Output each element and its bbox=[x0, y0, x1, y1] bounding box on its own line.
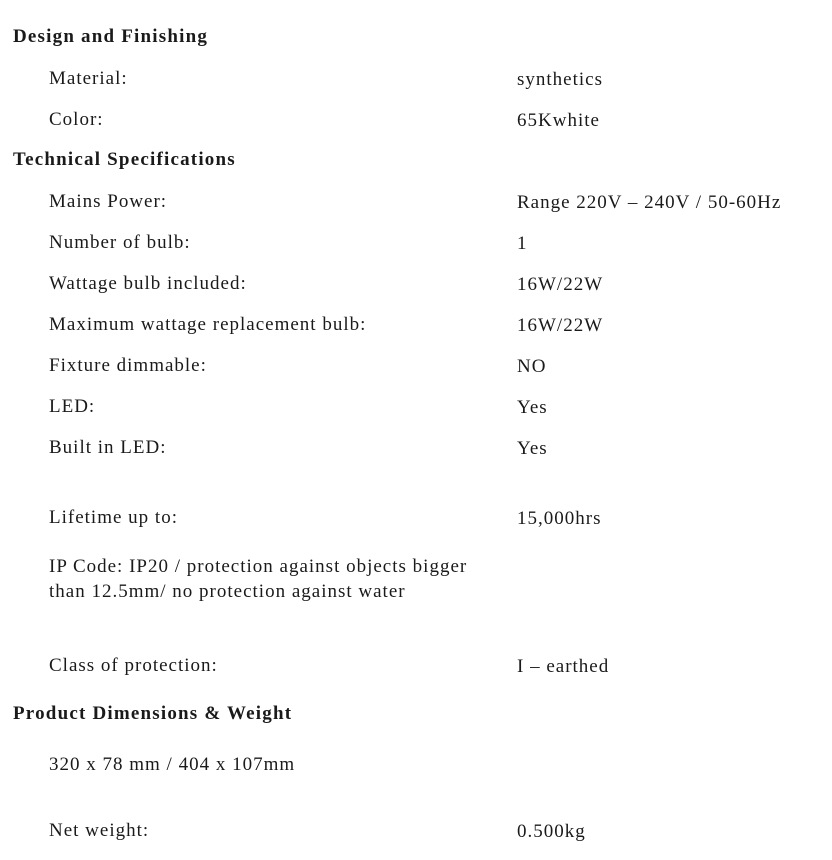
fixture-dimmable-value: NO bbox=[517, 356, 547, 377]
wattage-included-label: Wattage bulb included: bbox=[49, 273, 247, 294]
led-label: LED: bbox=[49, 396, 96, 417]
mains-power-label: Mains Power: bbox=[49, 191, 168, 212]
color-value: 65Kwhite bbox=[517, 110, 600, 131]
wattage-included-value: 16W/22W bbox=[517, 274, 604, 295]
dimensions-label: 320 x 78 mm / 404 x 107mm bbox=[49, 754, 296, 775]
built-in-led-label: Built in LED: bbox=[49, 437, 167, 458]
section-heading-design: Design and Finishing bbox=[13, 26, 209, 47]
fixture-dimmable-label: Fixture dimmable: bbox=[49, 355, 207, 376]
class-of-protection-label: Class of protection: bbox=[49, 655, 218, 676]
number-of-bulb-label: Number of bulb: bbox=[49, 232, 191, 253]
mains-power-value: Range 220V – 240V / 50-60Hz bbox=[517, 192, 782, 213]
section-heading-dimensions: Product Dimensions & Weight bbox=[13, 703, 293, 724]
built-in-led-value: Yes bbox=[517, 438, 548, 459]
lifetime-label: Lifetime up to: bbox=[49, 507, 178, 528]
max-wattage-value: 16W/22W bbox=[517, 315, 604, 336]
color-label: Color: bbox=[49, 109, 104, 130]
ip-code-label: IP Code: IP20 / protection against objects bigger than 12.5mm/ no protection against water bbox=[49, 556, 468, 602]
material-label: Material: bbox=[49, 68, 128, 89]
net-weight-label: Net weight: bbox=[49, 820, 150, 841]
lifetime-value: 15,000hrs bbox=[517, 508, 602, 529]
max-wattage-label: Maximum wattage replacement bulb: bbox=[49, 314, 367, 335]
class-of-protection-value: I – earthed bbox=[517, 656, 610, 677]
net-weight-value: 0.500kg bbox=[517, 821, 586, 842]
section-heading-technical: Technical Specifications bbox=[13, 149, 236, 170]
number-of-bulb-value: 1 bbox=[517, 233, 528, 254]
material-value: synthetics bbox=[517, 69, 603, 90]
led-value: Yes bbox=[517, 397, 548, 418]
